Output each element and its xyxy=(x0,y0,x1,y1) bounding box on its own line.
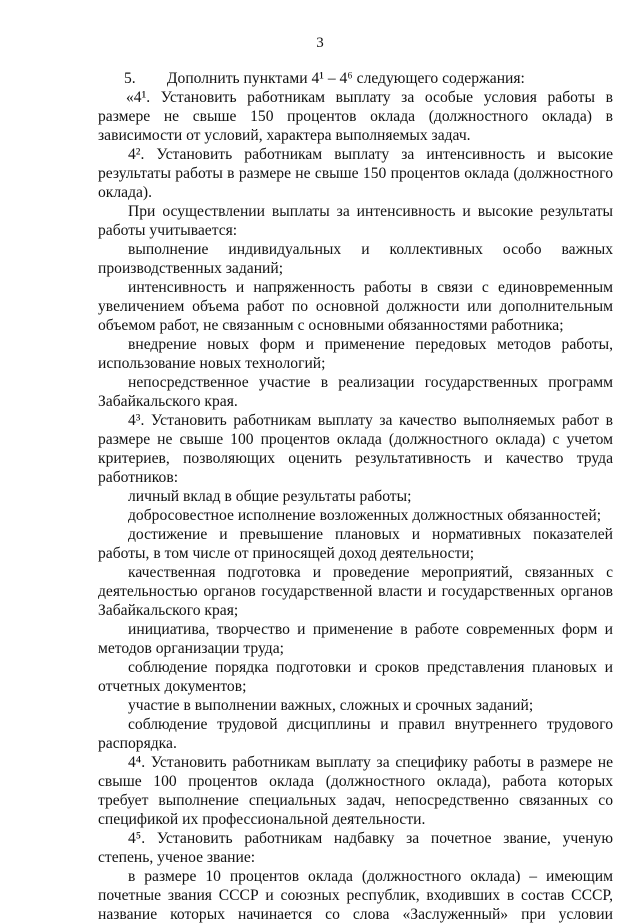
list-item: участие в выполнении важных, сложных и срочных заданий; xyxy=(128,697,534,714)
list-item: соблюдение трудовой дисциплины и правил внутреннего трудового распорядка. xyxy=(98,716,613,752)
document-body xyxy=(98,69,613,924)
paragraph-criteria-intro: При осуществлении выплаты за интенсивность и высокие результаты работы учитывается: xyxy=(98,203,613,239)
list-item: качественная подготовка и проведение мероприятий, связанных с деятельностью органов государственной власти и государственных органов Забайкальского края; xyxy=(98,564,613,619)
list-item: в размере 10 процентов оклада (должностного оклада) – имеющим почетные звания СССР и союзных республик, входивших в состав СССР, название которых начинается со слова «Заслуженный» при условии xyxy=(98,868,613,923)
section-heading: 5. Дополнить пунктами 4¹ – 4⁶ следующего содержания: xyxy=(124,70,525,87)
list-item: внедрение новых форм и применение передовых методов работы, использование новых технологий; xyxy=(98,336,613,372)
list-item: интенсивность и напряженность работы в связи с единовременным увеличением объема работ по основной должности или дополнительным объемом работ, не связанным с основными обязанностями работника; xyxy=(98,279,613,334)
list-item: непосредственное участие в реализации государственных программ Забайкальского края. xyxy=(98,374,613,410)
list-item: соблюдение порядка подготовки и сроков представления плановых и отчетных документов; xyxy=(98,659,613,695)
paragraph-4-5: 4⁵. Установить работникам надбавку за почетное звание, ученую степень, ученое звание: xyxy=(98,830,613,866)
paragraph-4-4: 4⁴. Установить работникам выплату за специфику работы в размере не свыше 100 процентов оклада (должностного оклада), работа которых требует выполнение специальных задач, непосредственно связанных со спецификой их профессиональной деятельности. xyxy=(98,754,613,828)
list-item: инициатива, творчество и применение в работе современных форм и методов организации труда; xyxy=(98,621,613,657)
list-item: добросовестное исполнение возложенных должностных обязанностей; xyxy=(128,507,602,524)
list-item: достижение и превышение плановых и нормативных показателей работы, в том числе от приносящей доход деятельности; xyxy=(98,526,613,562)
paragraph-4-2: 4². Установить работникам выплату за интенсивность и высокие результаты работы в размере не свыше 150 процентов оклада (должностного оклада). xyxy=(98,146,613,201)
list-item: личный вклад в общие результаты работы; xyxy=(128,488,412,505)
paragraph-4-3: 4³. Установить работникам выплату за качество выполняемых работ в размере не свыше 100 процентов оклада (должностного оклада) с учетом критериев, позволяющих оценить результативность и качество труда работников: xyxy=(98,412,613,486)
paragraph-4-1: «4¹. Установить работникам выплату за особые условия работы в размере не свыше 150 процентов оклада (должностного оклада) в зависимости от условий, характера выполняемых задач. xyxy=(98,89,613,144)
page-number: 3 xyxy=(316,35,324,51)
list-item: выполнение индивидуальных и коллективных особо важных производственных заданий; xyxy=(98,241,613,277)
